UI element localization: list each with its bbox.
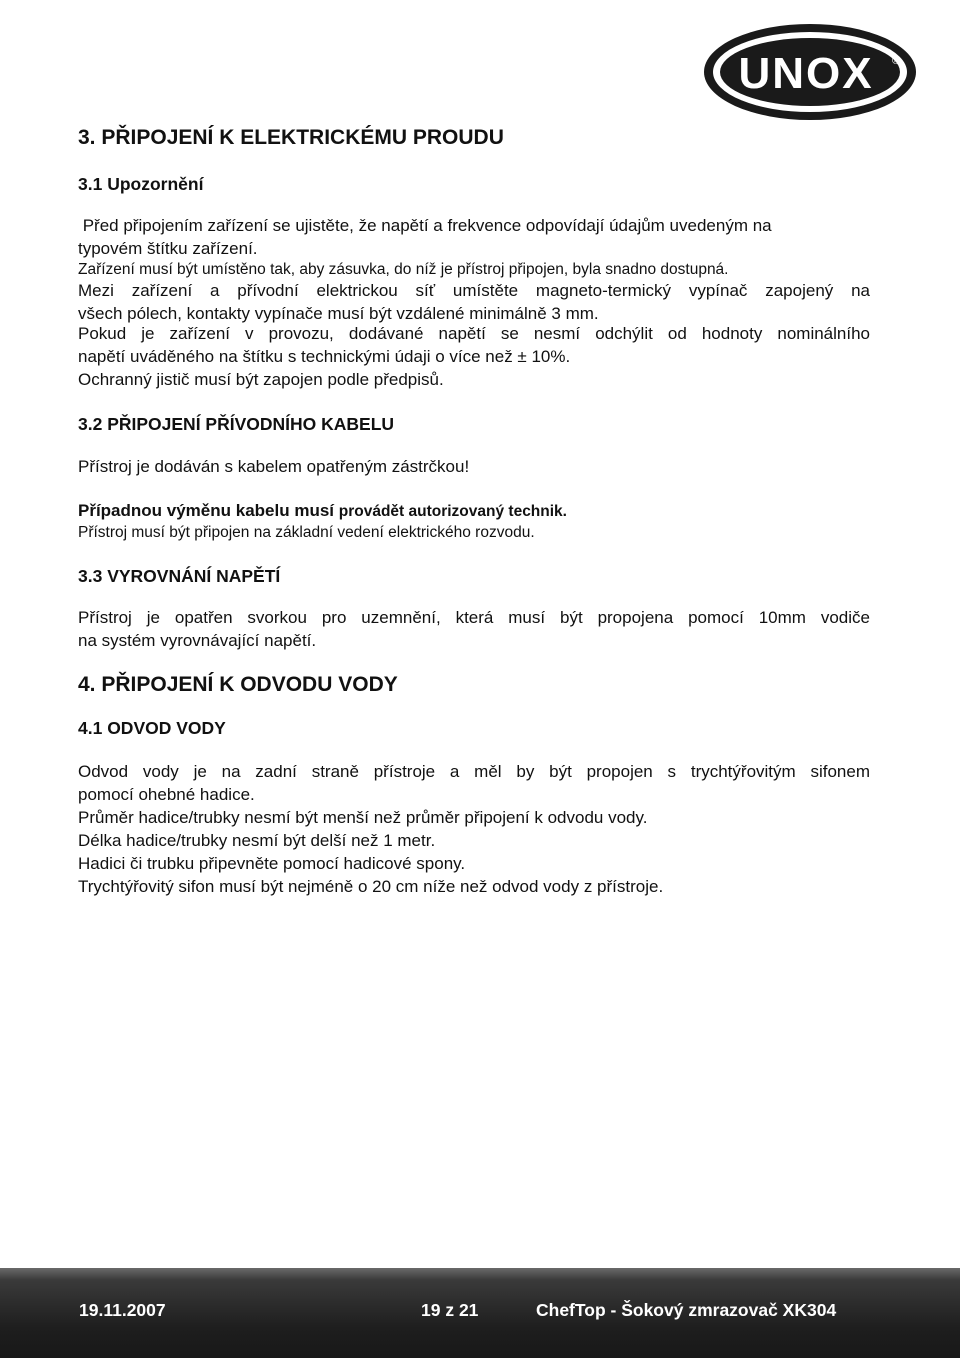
section-3-3-title: 3.3 VYROVNÁNÍ NAPĚTÍ <box>78 566 281 586</box>
page-footer <box>0 1268 960 1358</box>
paragraph-line: Průměr hadice/trubky nesmí být menší než průměr připojení k odvodu vody. <box>78 808 648 827</box>
logo-text: UNOX <box>738 49 874 98</box>
paragraph-line: Délka hadice/trubky nesmí být delší než 1 metr. <box>78 831 436 850</box>
section-3-title: 3. PŘIPOJENÍ K ELEKTRICKÉMU PROUDU <box>78 126 504 149</box>
section-3-1-body <box>78 214 870 260</box>
section-3-2-line-2 <box>78 499 870 523</box>
paragraph-line: Přístroj je opatřen svorkou pro uzemnění, která musí být propojena pomocí 10mm vodiče <box>78 608 870 627</box>
paragraph-line: všech pólech, kontakty vypínače musí být vzdálené minimálně 3 mm. <box>78 304 599 323</box>
paragraph-line: Přístroj je dodáván s kabelem opatřeným zástrčkou! <box>78 457 470 476</box>
section-3-1-title: 3.1 Upozornění <box>78 174 204 194</box>
unox-logo <box>700 20 920 124</box>
section-3-2-line-3 <box>78 522 870 543</box>
section-4-1-body <box>78 760 870 898</box>
section-4-title: 4. PŘIPOJENÍ K ODVODU VODY <box>78 673 398 696</box>
registered-mark: ® <box>892 55 901 67</box>
section-3-2-title: 3.2 PŘIPOJENÍ PŘÍVODNÍHO KABELU <box>78 414 395 434</box>
bold-text: Případnou výměnu kabelu musí <box>78 501 339 520</box>
paragraph-line: napětí uváděného na štítku s technickými údaji o více než ± 10%. <box>78 347 571 366</box>
section-3-1-body-cont <box>78 259 870 280</box>
section-3-1-body-cont3 <box>78 322 870 391</box>
footer-date: 19.11.2007 <box>79 1300 166 1320</box>
paragraph-line: Mezi zařízení a přívodní elektrickou síť umístěte magneto-termický vypínač zapojený na <box>78 281 870 300</box>
paragraph-line: na systém vyrovnávající napětí. <box>78 631 317 650</box>
section-3-3-body <box>78 606 870 652</box>
paragraph-line: Před připojením zařízení se ujistěte, že napětí a frekvence odpovídají údajům uvedeným na <box>78 216 772 235</box>
paragraph-line: Hadici či trubku připevněte pomocí hadicové spony. <box>78 854 466 873</box>
paragraph-line: pomocí ohebné hadice. <box>78 785 255 804</box>
paragraph-line: Ochranný jistič musí být zapojen podle předpisů. <box>78 370 444 389</box>
footer-page-number: 19 z 21 <box>421 1300 479 1320</box>
paragraph-line: Odvod vody je na zadní straně přístroje a měl by být propojen s trychtýřovitým sifonem <box>78 762 870 781</box>
section-4-1-title: 4.1 ODVOD VODY <box>78 718 226 738</box>
paragraph-line: Přístroj musí být připojen na základní vedení elektrického rozvodu. <box>78 524 535 541</box>
footer-product-title: ChefTop - Šokový zmrazovač XK304 <box>536 1300 837 1320</box>
paragraph-line: Pokud je zařízení v provozu, dodávané napětí se nesmí odchýlit od hodnoty nominálního <box>78 324 870 343</box>
section-3-1-body-cont2 <box>78 279 870 325</box>
paragraph-line: typovém štítku zařízení. <box>78 239 258 258</box>
bold-text: provádět autorizovaný technik. <box>338 503 567 520</box>
paragraph-line: Trychtýřovitý sifon musí být nejméně o 20 cm níže než odvod vody z přístroje. <box>78 877 664 896</box>
section-3-2-line-1 <box>78 455 870 478</box>
paragraph-line: Zařízení musí být umístěno tak, aby zásuvka, do níž je přístroj připojen, byla snadno dostupná. <box>78 261 729 278</box>
